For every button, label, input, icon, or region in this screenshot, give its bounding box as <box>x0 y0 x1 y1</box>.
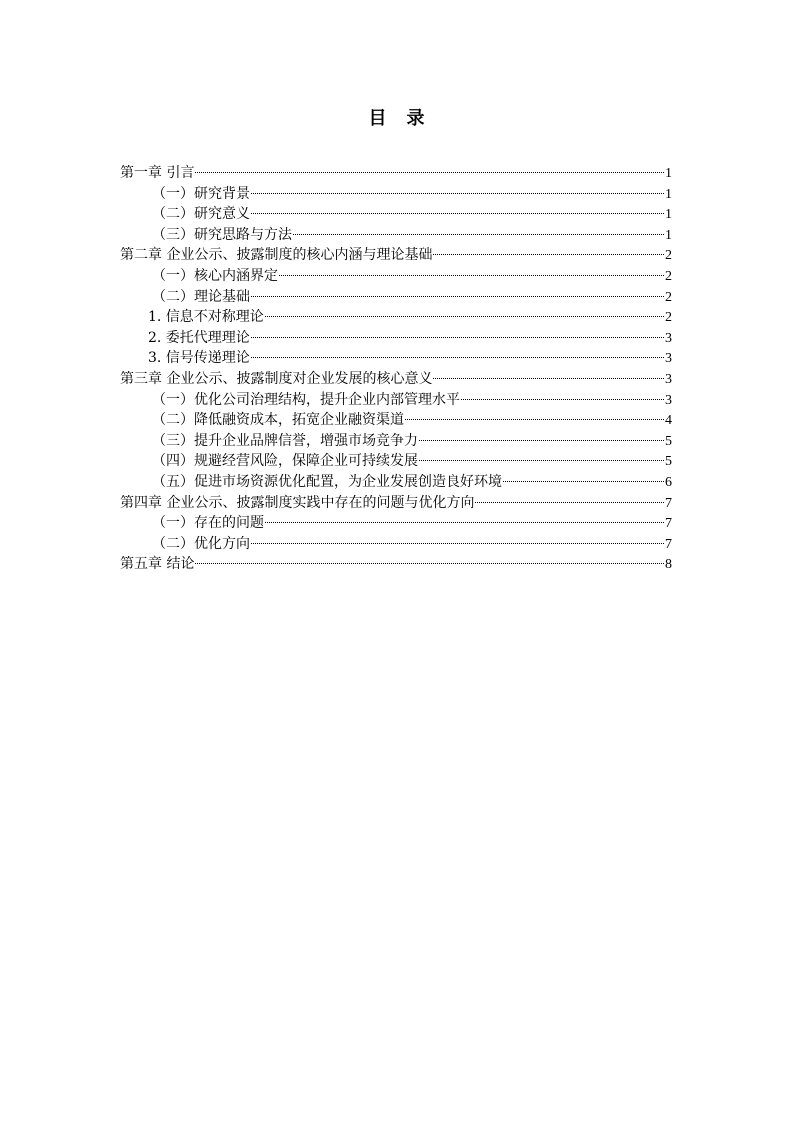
toc-leader-dots <box>265 316 664 317</box>
toc-page-number: 2 <box>665 289 672 305</box>
toc-entry[interactable] <box>120 307 672 328</box>
toc-leader-dots <box>251 213 664 214</box>
toc-leader-dots <box>251 296 664 297</box>
toc-entry-text: （三）提升企业品牌信誉，增强市场竞争力 <box>152 432 418 449</box>
toc-page-number: 2 <box>665 268 672 284</box>
toc-page-number: 2 <box>665 248 672 264</box>
toc-title <box>0 104 793 130</box>
toc-page-number: 8 <box>665 557 672 573</box>
toc-entry[interactable] <box>120 245 672 266</box>
toc-entry-text: 第五章 结论 <box>120 556 195 573</box>
toc-entry[interactable] <box>120 369 672 390</box>
toc-leader-dots <box>279 275 664 276</box>
toc-title-char-2: 录 <box>406 108 425 129</box>
toc-page-number: 2 <box>665 310 672 326</box>
toc-entry-text: （一）优化公司治理结构，提升企业内部管理水平 <box>152 391 460 408</box>
toc-page-number: 3 <box>665 330 672 346</box>
toc-entry-text: （三）研究思路与方法 <box>152 226 292 243</box>
toc-entry[interactable] <box>120 225 672 246</box>
toc-page-number: 1 <box>665 166 672 181</box>
toc-entry[interactable] <box>120 390 672 411</box>
toc-entry[interactable] <box>120 184 672 205</box>
toc-page-number: 5 <box>665 454 672 470</box>
toc-entry-text: 第四章 企业公示、披露制度实践中存在的问题与优化方向 <box>120 494 475 511</box>
toc-leader-dots <box>293 234 664 235</box>
toc-entry-text: 第三章 企业公示、披露制度对企业发展的核心意义 <box>120 370 433 387</box>
toc-leader-dots <box>265 522 664 523</box>
toc-page-number: 5 <box>665 433 672 449</box>
toc-entry-text: （二）理论基础 <box>152 288 250 305</box>
toc-leader-dots <box>433 254 664 255</box>
toc-entry-text: 第二章 企业公示、披露制度的核心内涵与理论基础 <box>120 247 433 264</box>
toc-leader-dots <box>251 193 664 194</box>
toc-entry[interactable] <box>120 410 672 431</box>
toc-entry[interactable] <box>120 451 672 472</box>
toc-page-number: 7 <box>665 516 672 532</box>
toc-entry[interactable] <box>120 431 672 452</box>
toc-entry-text: （一）研究背景 <box>152 185 250 202</box>
toc-entry-text: （二）优化方向 <box>152 535 250 552</box>
toc-entry-text: （二）降低融资成本，拓宽企业融资渠道 <box>152 412 404 429</box>
toc-leader-dots <box>433 378 664 379</box>
toc-entry[interactable] <box>120 513 672 534</box>
toc-entry[interactable] <box>120 266 672 287</box>
toc-page-number: 7 <box>665 536 672 552</box>
toc-leader-dots <box>251 543 664 544</box>
toc-entry-text: （四）规避经营风险，保障企业可持续发展 <box>152 453 418 470</box>
toc-entry-text: （一）核心内涵界定 <box>152 267 278 284</box>
toc-entry-text: 第一章 引言 <box>120 165 195 181</box>
toc-entry-text: （二）研究意义 <box>152 206 250 223</box>
toc-entry[interactable] <box>120 348 672 369</box>
toc-entry[interactable] <box>120 287 672 308</box>
toc-page-number: 7 <box>665 495 672 511</box>
toc-leader-dots <box>405 419 664 420</box>
toc-page-number: 6 <box>665 474 672 490</box>
toc-page-number: 3 <box>665 371 672 387</box>
toc-entry-text: （一）存在的问题 <box>152 515 264 532</box>
toc-entry[interactable] <box>120 534 672 555</box>
toc-entry[interactable] <box>120 163 672 184</box>
toc-leader-dots <box>251 337 664 338</box>
toc-title-char-1: 目 <box>368 108 387 129</box>
toc-leader-dots <box>475 502 664 503</box>
toc-entry[interactable] <box>120 554 672 575</box>
toc-page-number: 3 <box>665 392 672 408</box>
toc-leader-dots <box>195 563 664 564</box>
toc-leader-dots <box>195 172 664 173</box>
toc-entry-text: 2. 委托代理理论 <box>148 329 250 346</box>
toc-leader-dots <box>419 440 664 441</box>
toc-leader-dots <box>461 399 664 400</box>
toc-leader-dots <box>503 481 664 482</box>
toc-entry-text: 3. 信号传递理论 <box>148 350 250 367</box>
toc-leader-dots <box>419 460 664 461</box>
toc-page-number: 1 <box>665 186 672 202</box>
toc-page-number: 1 <box>665 227 672 243</box>
toc-page-number: 1 <box>665 207 672 223</box>
toc-page-number: 3 <box>665 351 672 367</box>
toc-entry-text: （五）促进市场资源优化配置，为企业发展创造良好环境 <box>152 473 502 490</box>
toc-entry-text: 1. 信息不对称理论 <box>148 309 264 326</box>
toc-entry[interactable] <box>120 472 672 493</box>
toc-entry[interactable] <box>120 204 672 225</box>
toc-entry[interactable] <box>120 493 672 514</box>
table-of-contents <box>120 163 672 575</box>
toc-entry[interactable] <box>120 328 672 349</box>
toc-leader-dots <box>251 357 664 358</box>
toc-page-number: 4 <box>665 413 672 429</box>
